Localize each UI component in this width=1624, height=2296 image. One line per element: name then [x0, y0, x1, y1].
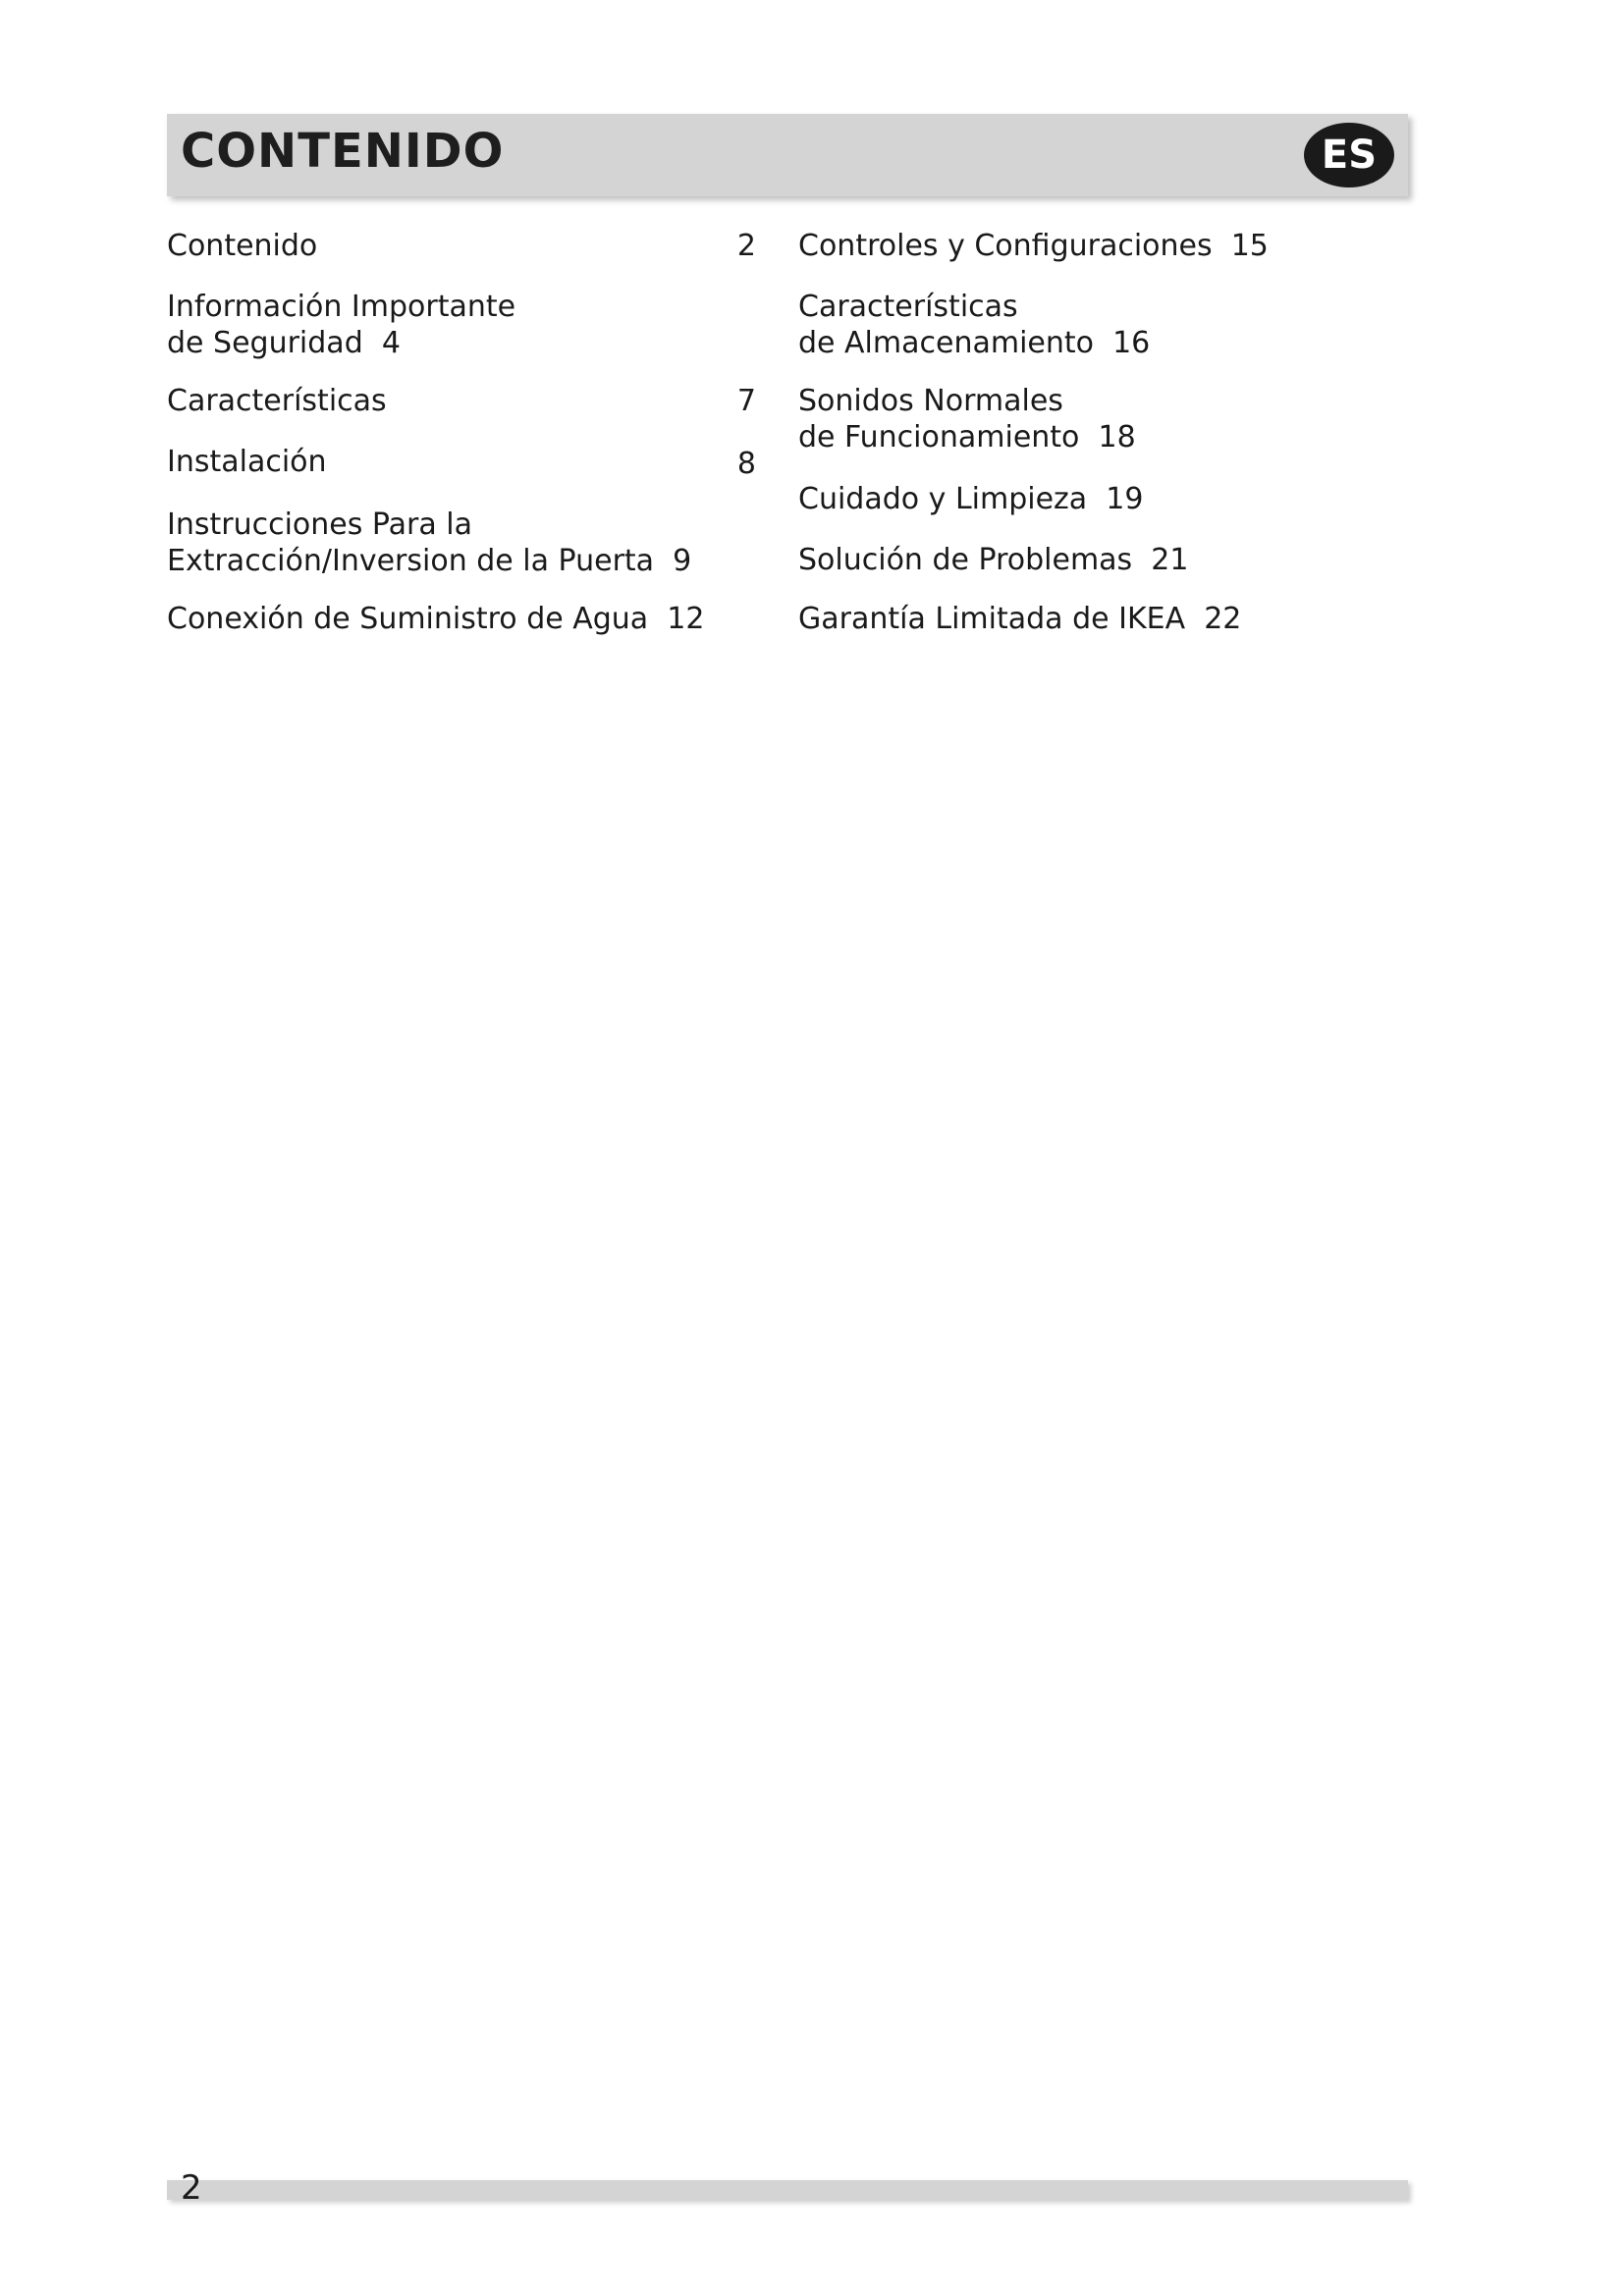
- toc-item-solucion-problemas[interactable]: [798, 542, 1188, 578]
- toc-item-informacion-seguridad[interactable]: [167, 289, 515, 361]
- toc-item-instalacion[interactable]: [167, 444, 327, 480]
- toc-item-instrucciones-puerta[interactable]: [167, 507, 691, 579]
- toc-item-almacenamiento[interactable]: [798, 289, 1150, 361]
- toc-item-contenido[interactable]: [167, 228, 317, 264]
- toc-item-title-line1: Instrucciones Para la: [167, 507, 473, 542]
- toc-item-page: 12: [667, 602, 705, 636]
- page-title: CONTENIDO: [181, 124, 505, 179]
- toc-item-sonidos[interactable]: [798, 383, 1136, 455]
- toc-item-title: Conexión de Suministro de Agua: [167, 602, 649, 636]
- toc-item-title-line2: de Seguridad: [167, 326, 363, 360]
- toc-item-title: Instalación: [167, 445, 327, 479]
- page-number: 2: [181, 2168, 202, 2208]
- toc-item-page: 19: [1106, 482, 1144, 516]
- toc-item-title-line2: Extracción/Inversion de la Puerta: [167, 544, 655, 578]
- toc-item-conexion-agua[interactable]: [167, 601, 704, 637]
- toc-item-title: Contenido: [167, 229, 318, 263]
- toc-item-title-line2: de Almacenamiento: [798, 326, 1094, 360]
- footer-bar: [167, 2180, 1408, 2200]
- toc-item-page: 7: [736, 384, 756, 418]
- toc-item-page: 9: [673, 544, 692, 578]
- toc-item-page: 8: [736, 447, 756, 481]
- toc-item-title: Solución de Problemas: [798, 543, 1133, 577]
- toc-item-page: 15: [1230, 229, 1269, 263]
- language-badge: ES: [1304, 123, 1394, 187]
- toc-item-garantia[interactable]: [798, 601, 1241, 637]
- toc-item-title-line1: Características: [798, 290, 1018, 324]
- toc-item-caracteristicas[interactable]: [167, 383, 387, 419]
- toc-item-page: 21: [1151, 543, 1189, 577]
- toc-item-page: 22: [1204, 602, 1242, 636]
- toc-item-page: 4: [381, 326, 401, 360]
- toc-item-title: Controles y Configuraciones: [798, 229, 1213, 263]
- toc-item-page: 2: [736, 229, 756, 263]
- toc-item-title: Cuidado y Limpieza: [798, 482, 1088, 516]
- toc-item-title: Garantía Limitada de IKEA: [798, 602, 1186, 636]
- toc-item-title-line1: Información Importante: [167, 290, 516, 324]
- toc-item-page: 18: [1098, 420, 1136, 454]
- header-bar: [167, 114, 1408, 196]
- toc-item-cuidado-limpieza[interactable]: [798, 481, 1143, 517]
- toc-item-page: 16: [1112, 326, 1151, 360]
- toc-item-controles[interactable]: [798, 228, 1269, 264]
- toc-item-title-line1: Sonidos Normales: [798, 384, 1063, 418]
- toc-item-title-line2: de Funcionamiento: [798, 420, 1080, 454]
- toc-item-title: Características: [167, 384, 387, 418]
